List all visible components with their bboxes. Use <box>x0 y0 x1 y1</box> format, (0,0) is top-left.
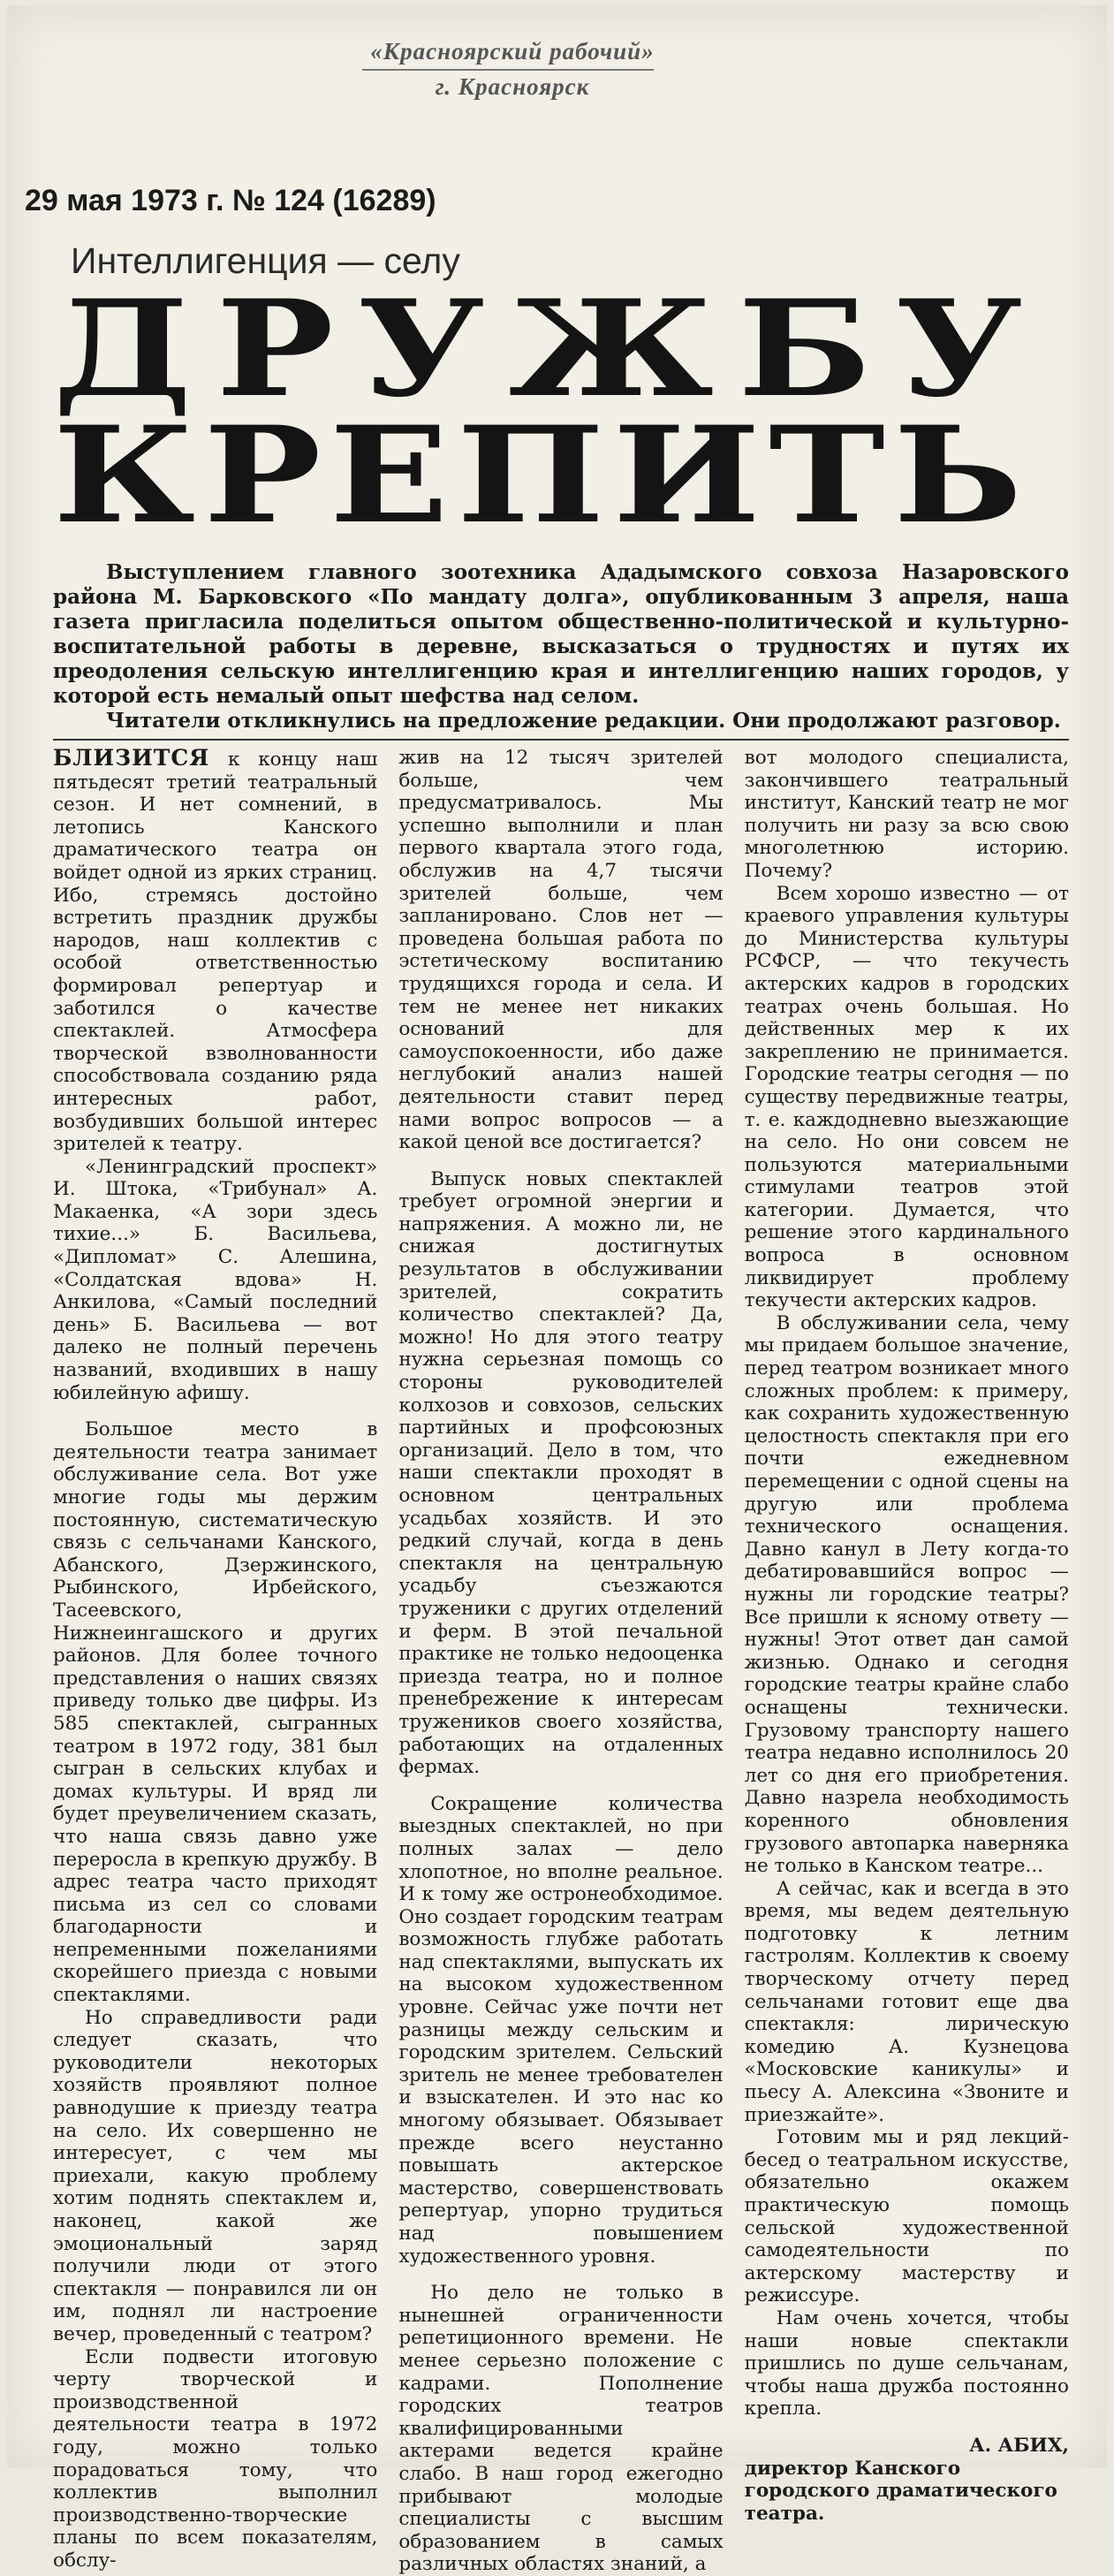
lead-paragraph-1: Выступлением главного зоотехника Ададымского совхоза Назаровского района М. Барковского «По мандату долга», опубликованным 3 апреля, наша газета пригласила поделиться опытом общественно-политической и культурно-воспитательной работы в деревне, высказаться о трудностях и путях их преодоления сельскую интеллигенцию края и интеллигенцию наших городов, у которой есть немалый опыт шефства над селом. <box>53 560 1069 708</box>
headline-letter: Р <box>216 271 334 427</box>
headline-line-1 <box>53 271 1023 427</box>
stamp-rule <box>362 69 654 71</box>
article-body <box>53 745 1069 2576</box>
paragraph: Если подвести итоговую черту творческой и производственной деятельности театра в 1972 году, можно только порадоваться тому, что коллектив выполнил производственно-творческие планы по всем показателям, обслу- <box>53 2345 378 2572</box>
paragraph: «Ленинградский проспект» И. Штока, «Трибунал» А. Макаенка, «А зори здесь тихие...» Б. Васильева, «Дипломат» С. Алешина, «Солдатская вдова» Н. Анкилова, «Самый последний день» Б. Васильева — вот далеко не полный перечень названий, входивших в нашу юбилейную афишу. <box>53 1155 378 1404</box>
column-3 <box>744 747 1069 2525</box>
headline-letter: У <box>895 271 1023 427</box>
paragraph: вот молодого специалиста, закончившего театральный институт, Канский театр не мог получить ни разу за всю свою многолетнюю историю. Почему? <box>744 747 1069 882</box>
stamp-city: г. Красноярск <box>435 73 590 100</box>
column-1 <box>53 745 378 2572</box>
author-signature <box>745 2435 1069 2525</box>
lead-paragraph-2: Читатели откликнулись на предложение редакции. Они продолжают разговор. <box>106 709 1061 733</box>
column-2 <box>398 747 724 2576</box>
headline-letter: Е <box>329 398 449 553</box>
paragraph: Нам очень хочется, чтобы наши новые спектакли пришлись по душе сельчанам, чтобы наша дружба постоянно крепла. <box>744 2306 1069 2420</box>
author-name: А. АБИХ, <box>969 2434 1069 2457</box>
headline-letter: П <box>457 398 605 553</box>
paragraph: Выпуск новых спектаклей требует огромной энергии и напряжения. А можно ли, не снижая достигнутых результатов в обслуживании зрителей, сократить количество спектаклей? Да, можно! Но для этого театру нужна серьезная помощь со стороны руководителей колхозов и совхозов, сельских партийных и профсоюзных организаций. Дело в том, что наши спектакли проходят в основном центральных усадьбах хозяйств. И это редкий случай, когда в день спектакля на центральную усадьбу съезжаются труженики с других отделений и ферм. В этой печальной практике не только недооценка приезда театра, но и полное пренебрежение к интересам тружеников своего хозяйства, работающих на отдаленных фермах. <box>398 1167 724 1779</box>
paragraph-text: к концу наш пятьдесят третий театральный сезон. И нет сомнений, в летопись Канского драматического театра он войдет одной из ярких страниц. Ибо, стремясь достойно встретить праздник дружбы народов, наш коллектив с особой ответственностью формировал репертуар и заботился о качестве спектаклей. Атмосфера творческой взволнованности способствовала созданию ряда интересных работ, возбудивших большой интерес зрителей к театру. <box>53 748 378 1156</box>
issue-dateline: 29 мая 1973 г. № 124 (16289) <box>25 184 436 217</box>
stamp-newspaper-name: «Красноярский рабочий» <box>370 38 655 65</box>
headline-letter: Ь <box>893 398 1023 553</box>
paragraph: А сейчас, как и всегда в это время, мы ведем деятельную подготовку к летним гастролям. Коллектив к своему творческому отчету перед сельчанами готовит еще два спектакля: лирическую комедию А. Кузнецова «Московские каникулы» и пьесу А. Алексина «Звоните и приезжайте». <box>744 1877 1069 2126</box>
headline-letter: И <box>612 398 761 553</box>
headline-letter: Б <box>738 271 872 427</box>
article-lead <box>53 560 1069 733</box>
paragraph: Сокращение количества выездных спектаклей, но при полных залах — дело хлопотное, но вполне реальное. И к тому же остронеобходимое. Оно создает городским театрам возможность глубже работать над спектаклями, выпускать их на высоком художественном уровне. Сейчас уже почти нет разницы между сельским и городским зрителем. Сельский зритель не менее требователен и взыскателен. И это нас ко многому обязывает. Обязывает прежде всего неустанно повышать актерское мастерство, совершенствовать репертуар, упорно трудиться над повышением художественного уровня. <box>398 1792 724 2268</box>
paragraph: В обслуживании села, чему мы придаем большое значение, перед театром возникает много сложных проблем: к примеру, как сохранить художественную целостность спектакля при его почти ежедневном перемещении с одной сцены на другую или проблема технического оснащения. Давно канул в Лету когда-то дебатировавшийся вопрос — нужны ли городские театры? Все пришли к ясному ответу — нужны! Этот ответ дан самой жизнью. Однако и сегодня городские театры крайне слабо оснащены технически. Грузовому транспорту нашего театра недавно исполнилось 20 лет со дня его приобретения. Давно назрела необходимость коренного обновления грузового автопарка наверняка не только в Канском театре... <box>744 1311 1069 1878</box>
headline-letter: Д <box>53 271 193 427</box>
paragraph <box>53 747 377 1156</box>
article-kicker: Интеллигенция — селу <box>71 240 460 281</box>
paragraph: жив на 12 тысяч зрителей больше, чем предусматривалось. Мы успешно выполнили и план первого квартала этого года, обслужив на 4,7 тысячи зрителей больше, чем запланировано. Слов нет — проведена большая работа по эстетическому воспитанию трудящихся города и села. И тем не менее нет никаких оснований для самоуспокоенности, ибо даже неглубокий анализ нашей деятельности ставит перед нами вопрос вопросов — а какой ценой все достигается? <box>398 747 724 1154</box>
headline-letter: Ж <box>508 271 715 427</box>
paragraph: Всем хорошо известно — от краевого управления культуры до Министерства культуры РСФСР, — что текучесть актерских кадров в городских театрах очень большая. Но действенных мер к их закреплению не принимается. Городские театры сегодня — по существу передвижные театры, т. е. каждодневно выезжающие на село. Но они совсем не пользуются материальными стимулами театров этой категории. Думается, что решение этого кардинального вопроса в основном ликвидирует проблему текучести актерских кадров. <box>744 882 1069 1312</box>
headline-letter: Т <box>769 398 885 553</box>
newspaper-stamp <box>336 34 689 104</box>
paragraph: Готовим мы и ряд лекций-бесед о театральном искусстве, обязательно окажем практическую помощь сельской художественной самодеятельности по актерскому мастерству и режиссуре. <box>744 2126 1069 2307</box>
headline-letter: К <box>53 398 196 553</box>
author-title: директор Канского городского драматического театра. <box>744 2457 1057 2525</box>
headline-line-2 <box>53 398 1023 553</box>
paragraph: Но дело не только в нынешней ограниченности репетиционного времени. Не менее серьезно положение с кадрами. Пополнение городских театров квалифицированными актерами ведется крайне слабо. В наш город ежегодно прибывают молодые специалисты с высшим образованием в самых различных областях знаний, а <box>398 2282 724 2576</box>
lead-divider <box>53 739 1069 741</box>
paragraph: Большое место в деятельности театра занимает обслуживание села. Вот уже многие годы мы держим постоянную, систематическую связь с сельчанами Канского, Абанского, Дзержинского, Рыбинского, Ирбейского, Тасеевского, Нижнеингашского и других районов. Для более точного представления о наших связях приведу только две цифры. Из 585 спектаклей, сыгранных театром в 1972 году, 381 был сыгран в сельских клубах и домах культуры. И вряд ли будет преувеличением сказать, что наша связь давно уже переросла в крепкую дружбу. В адрес театра часто приходят письма из сел со словами благодарности и непременными пожеланиями скорейшего приезда с новыми спектаклями. <box>53 1418 378 2007</box>
paragraph: Но справедливости ради следует сказать, что руководители некоторых хозяйств проявляют полное равнодушие к приезду театра на село. Их совершенно не интересует, с чем мы приехали, какую проблему хотим поднять спектаклем и, наконец, какой же эмоциональный заряд получили люди от этого спектакля — понравился ли он им, поднял ли настроение вечер, проведенный с театром? <box>53 2006 378 2345</box>
headline-letter: У <box>357 271 485 427</box>
drop-cap-word: БЛИЗИТСЯ <box>53 745 210 771</box>
headline-letter: Р <box>203 398 322 553</box>
